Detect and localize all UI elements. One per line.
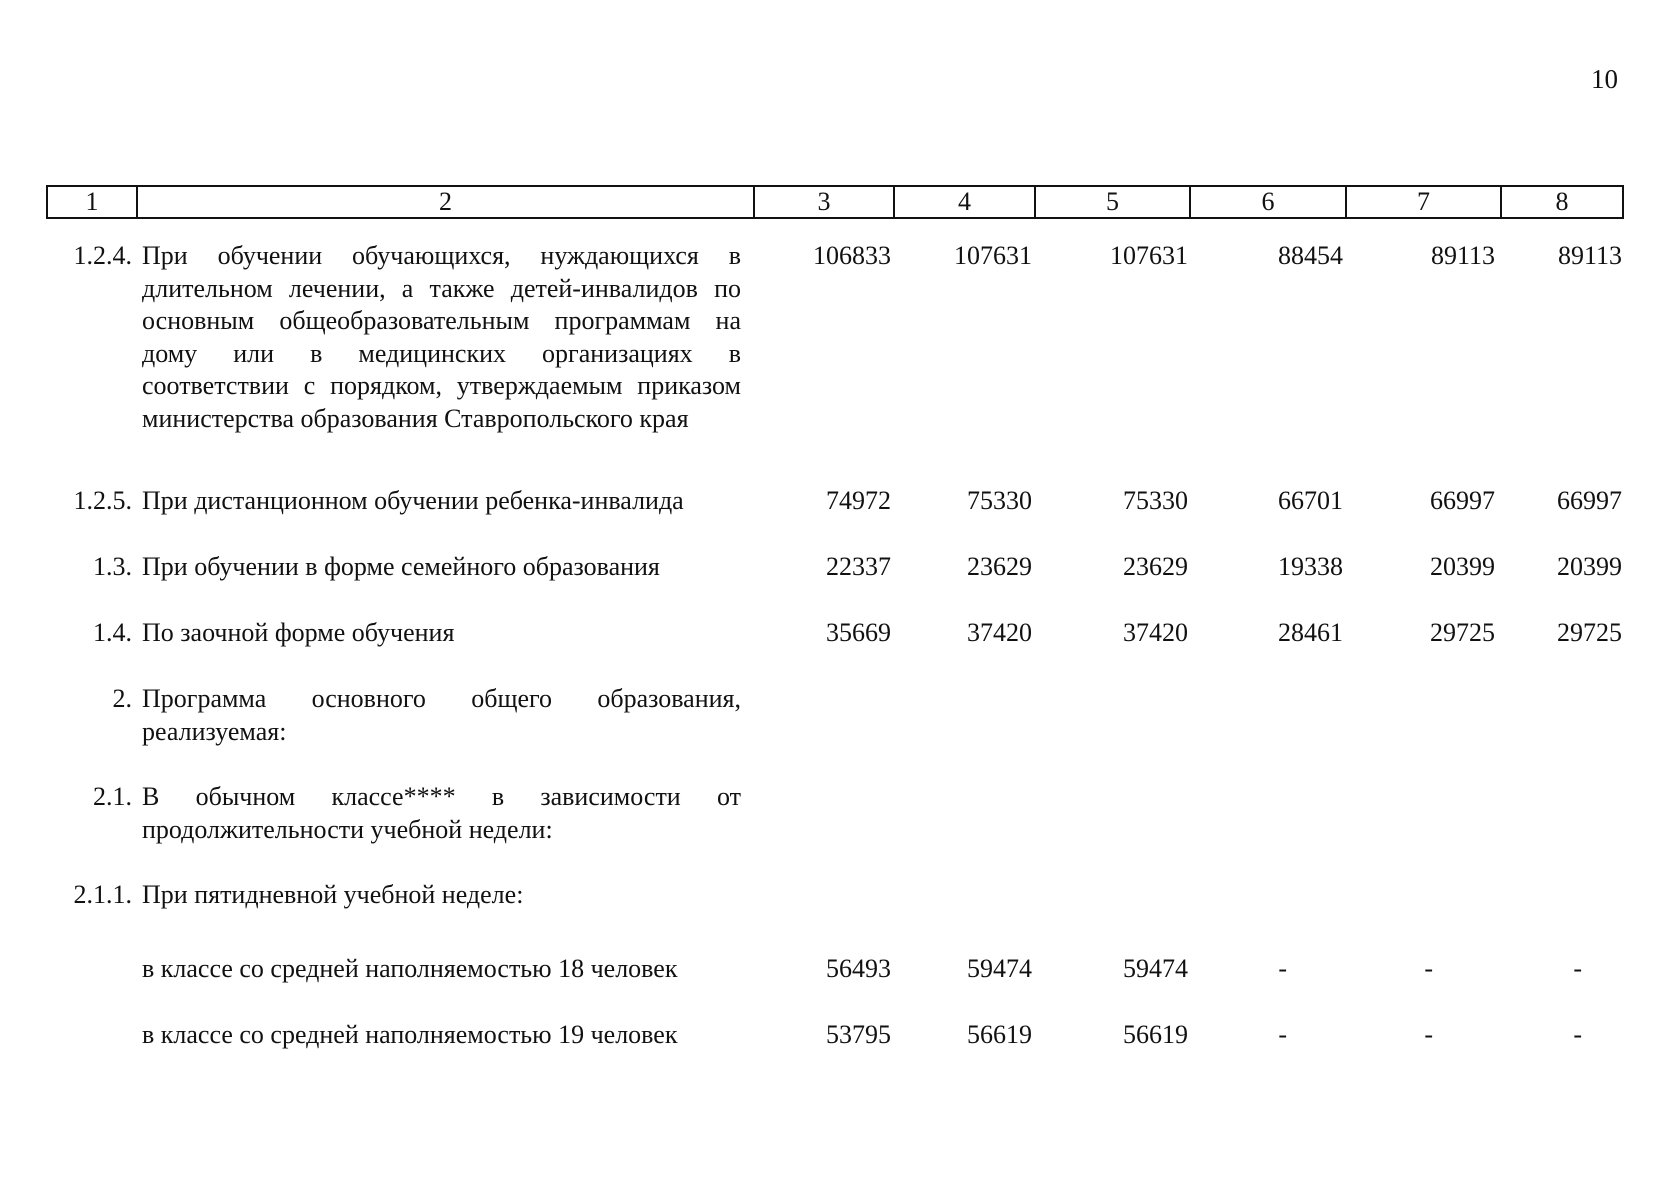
row-number: 1.2.5.: [73, 486, 132, 515]
row-number: 2.1.1.: [73, 880, 132, 909]
row-description: в классе со средней наполняемостью 19 человек: [142, 1020, 678, 1049]
row-value-col6: -: [1278, 1020, 1287, 1049]
table-row: [46, 551, 1622, 617]
row-number: 1.2.4.: [73, 241, 132, 270]
table-row: [46, 781, 1622, 879]
table-row: [46, 683, 1622, 781]
row-value-col4: 107631: [954, 241, 1032, 270]
row-value-col5: 59474: [1123, 954, 1188, 983]
row-value-col3: 56493: [826, 954, 891, 983]
table-row: [46, 1019, 1622, 1079]
table-row: [46, 240, 1622, 485]
row-value-col5: 107631: [1110, 241, 1188, 270]
row-value-col6: 28461: [1278, 618, 1343, 647]
row-number: 2.: [112, 684, 132, 713]
row-number: 2.1.: [93, 782, 132, 811]
row-description: В обычном классе**** в зависимости от продолжительности учебной недели:: [142, 782, 741, 844]
row-value-col5: 37420: [1123, 618, 1188, 647]
column-header-6: 6: [1190, 186, 1346, 218]
row-value-col8: -: [1573, 954, 1582, 983]
row-value-col6: 66701: [1278, 486, 1343, 515]
row-value-col3: 74972: [826, 486, 891, 515]
row-value-col8: 20399: [1557, 552, 1622, 581]
row-value-col4: 75330: [967, 486, 1032, 515]
column-header-2: 2: [137, 186, 754, 218]
row-value-col3: 53795: [826, 1020, 891, 1049]
row-description: При дистанционном обучении ребенка-инвалида: [142, 486, 684, 515]
row-description: При пятидневной учебной неделе:: [142, 880, 524, 909]
row-value-col8: 89113: [1557, 241, 1622, 270]
table-row: [46, 617, 1622, 683]
row-description: При обучении обучающихся, нуждающихся в длительном лечении, а также детей-инвалидов по основным общеобразовательным программам на дому или в медицинских организациях в соответствии с порядком, утверждаемым приказом министерства образования Ставропольского края: [142, 241, 741, 433]
row-value-col3: 35669: [826, 618, 891, 647]
column-header-1: 1: [47, 186, 137, 218]
row-value-col3: 22337: [826, 552, 891, 581]
row-value-col7: 20399: [1430, 552, 1495, 581]
column-header-7: 7: [1346, 186, 1501, 218]
row-number: 1.3.: [93, 552, 132, 581]
row-value-col8: 29725: [1557, 618, 1622, 647]
row-value-col4: 23629: [967, 552, 1032, 581]
row-description: По заочной форме обучения: [142, 618, 455, 647]
row-value-col3: 106833: [813, 241, 891, 270]
row-value-col7: -: [1424, 954, 1433, 983]
table-row: [46, 953, 1622, 1019]
row-description: При обучении в форме семейного образования: [142, 552, 660, 581]
row-value-col6: -: [1278, 954, 1287, 983]
header-row: [47, 186, 1623, 218]
column-header-3: 3: [754, 186, 894, 218]
column-header-8: 8: [1501, 186, 1623, 218]
column-header-5: 5: [1035, 186, 1190, 218]
column-header-4: 4: [894, 186, 1035, 218]
page-number: 10: [1591, 64, 1618, 94]
row-description: Программа основного общего образования, реализуемая:: [142, 684, 741, 746]
row-value-col6: 88454: [1278, 241, 1343, 270]
row-value-col4: 59474: [967, 954, 1032, 983]
row-value-col5: 56619: [1123, 1020, 1188, 1049]
row-number: 1.4.: [93, 618, 132, 647]
table-row: [46, 485, 1622, 551]
row-value-col7: -: [1424, 1020, 1433, 1049]
row-value-col5: 23629: [1123, 552, 1188, 581]
row-value-col4: 37420: [967, 618, 1032, 647]
row-value-col8: 66997: [1557, 486, 1622, 515]
row-value-col7: 66997: [1430, 486, 1495, 515]
row-value-col7: 29725: [1430, 618, 1495, 647]
row-value-col6: 19338: [1278, 552, 1343, 581]
row-value-col8: -: [1573, 1020, 1582, 1049]
column-number-header: [46, 185, 1624, 219]
table-body: [46, 240, 1622, 1079]
row-value-col5: 75330: [1123, 486, 1188, 515]
table-row: [46, 879, 1622, 953]
row-value-col4: 56619: [967, 1020, 1032, 1049]
row-description: в классе со средней наполняемостью 18 человек: [142, 954, 678, 983]
row-value-col7: 89113: [1430, 241, 1495, 270]
